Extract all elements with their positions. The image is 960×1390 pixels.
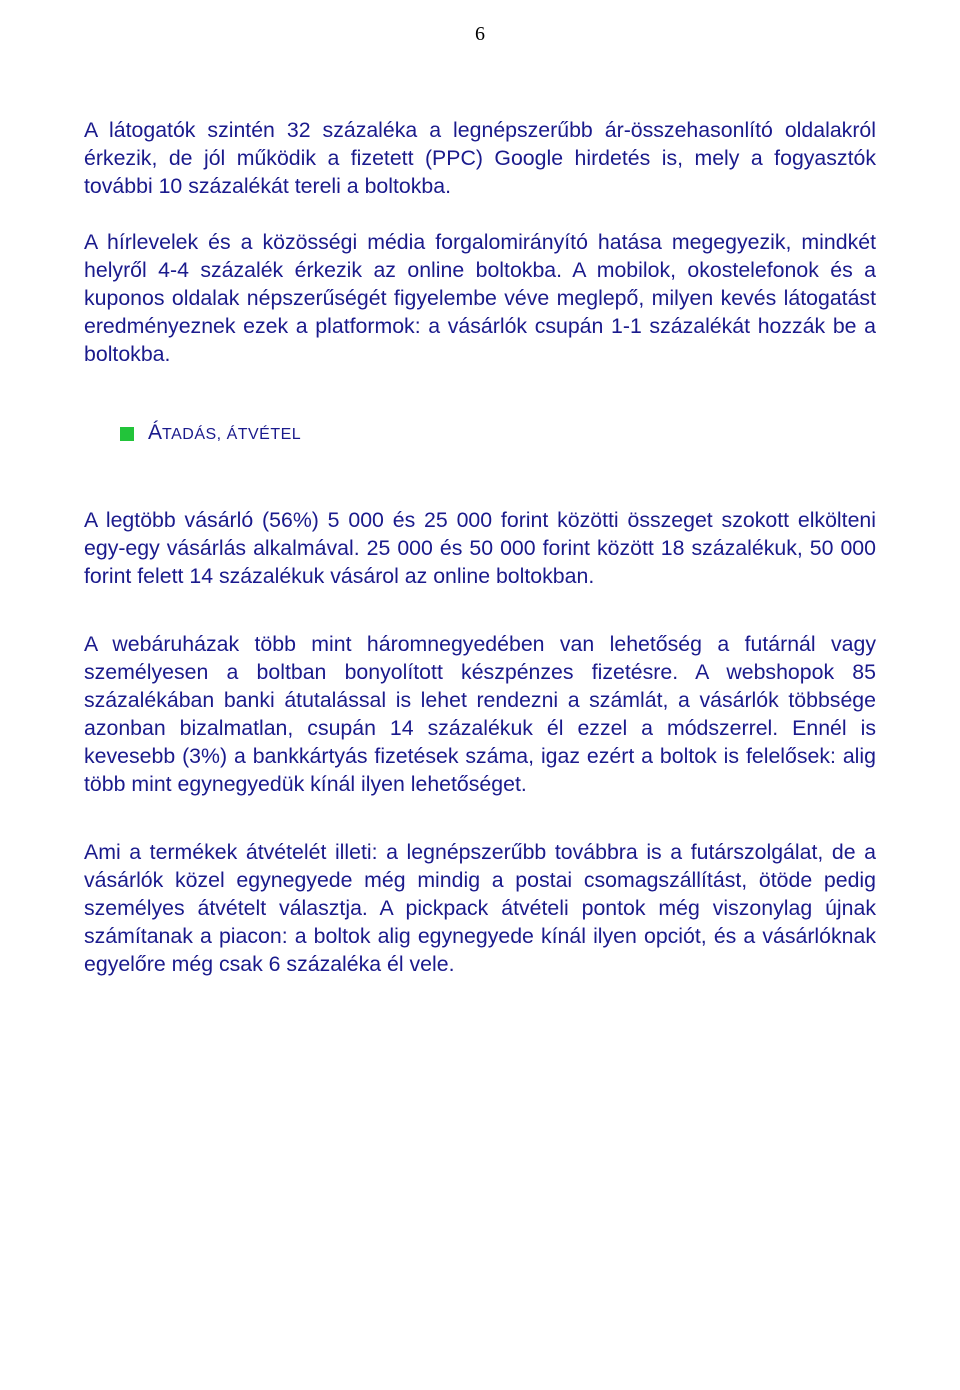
paragraph-payment: A webáruházak több mint háromnegyedében van lehetőség a futárnál vagy személyesen a boltban bonyolított készpénzes fizetésre. A webshopok 85 százalékában banki átutalással is lehet rendezni a számlát, a vásárlók többsége azonban bizalmatlan, csupán 14 százalékuk él ezzel a módszerrel. Ennél is kevesebb (3%) a bankkártyás fizetések száma, igaz ezért a boltok is felelősek: alig több mint egynegyedük kínál ilyen lehetőséget. — [84, 632, 876, 796]
paragraph-spacer — [84, 798, 876, 838]
section-heading-text — [148, 419, 301, 449]
section-spacer — [84, 368, 876, 420]
heading-separator: , — [216, 426, 227, 443]
green-square-bullet-icon — [120, 427, 134, 441]
heading-initial-b: Á — [226, 426, 238, 443]
paragraph-price-comparison: A látogatók szintén 32 százaléka a legnépszerűbb ár-összehasonlító oldalakról érkezik, de jól működik a fizetett (PPC) Google hirdetés is, mely a fogyasztók további 10 százalékát tereli a boltokba. — [84, 118, 876, 198]
section-heading — [120, 420, 876, 448]
page-content — [84, 116, 876, 978]
paragraph-newsletters-mobile: A hírlevelek és a közösségi média forgalomirányító hatása megegyezik, mindkét helyről 4-4 százalék érkezik az online boltokba. A mobilok, okostelefonok és a kuponos oldalak népszerűségét figyelembe véve meglepő, milyen kevés látogatást eredményeznek ezek a platformok: a vásárlók csupán 1-1 százalékát hozzák be a boltokba. — [84, 230, 876, 366]
page-number: 6 — [475, 23, 485, 45]
section-spacer — [84, 448, 876, 506]
heading-rest-b: TVÉTEL — [237, 426, 302, 443]
paragraph-spacer — [84, 590, 876, 630]
paragraph-spacer — [84, 200, 876, 228]
paragraph-delivery: Ami a termékek átvételét illeti: a legnépszerűbb továbbra is a futárszolgálat, de a vásárlók közel egynegyede még mindig a postai csomagszállítást, ötöde pedig személyes átvételt választja. A pickpack átvételi pontok még viszonylag újnak számítanak a piacon: a boltok alig egynegyede kínál ilyen opciót, és a vásárlóknak egyelőre még csak 6 százaléka él vele. — [84, 840, 876, 976]
paragraph-spending: A legtöbb vásárló (56%) 5 000 és 25 000 forint közötti összeget szokott elkölteni egy-egy vásárlás alkalmával. 25 000 és 50 000 forint között 18 százalékuk, 50 000 forint felett 14 százalékuk vásárol az online boltokban. — [84, 508, 876, 588]
heading-rest-a: TADÁS — [162, 426, 217, 443]
heading-initial-a: Á — [148, 421, 163, 444]
